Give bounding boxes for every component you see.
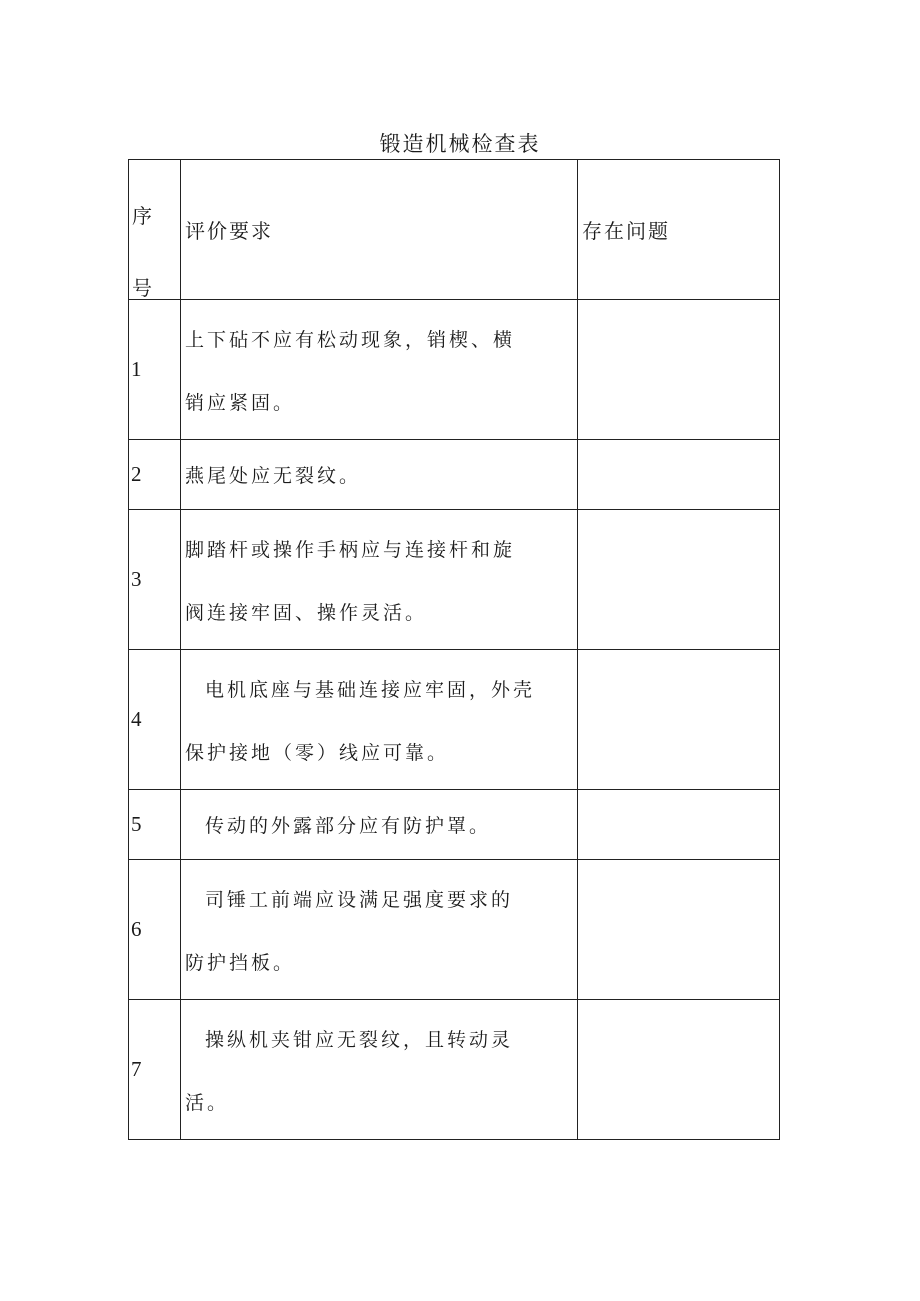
table-row: [129, 300, 780, 440]
requirement-line: 活。: [185, 1091, 230, 1114]
header-serial-line1: 序: [132, 204, 152, 228]
row-number: 1: [129, 300, 181, 440]
row-issue-cell[interactable]: [578, 1000, 780, 1140]
row-number: 5: [129, 790, 181, 860]
requirement-line: 销应紧固。: [185, 391, 296, 414]
requirement-line: 防护挡板。: [185, 951, 296, 974]
row-issue-cell[interactable]: [578, 650, 780, 790]
table-row: [129, 860, 780, 1000]
requirement-line: 燕尾处应无裂纹。: [185, 465, 362, 487]
row-requirement: [181, 790, 578, 860]
row-number: 2: [129, 440, 181, 510]
row-issue-cell[interactable]: [578, 440, 780, 510]
table-row: [129, 1000, 780, 1140]
row-requirement: [181, 650, 578, 790]
table-row: [129, 510, 780, 650]
table-row: [129, 790, 780, 860]
row-requirement: [181, 440, 578, 510]
requirement-line: 操纵机夹钳应无裂纹，且转动灵: [205, 1028, 514, 1051]
row-issue-cell[interactable]: [578, 300, 780, 440]
requirement-line: 脚踏杆或操作手柄应与连接杆和旋: [185, 538, 516, 561]
row-requirement: [181, 510, 578, 650]
requirement-line: 电机底座与基础连接应牢固，外壳: [205, 678, 536, 701]
row-number: 3: [129, 510, 181, 650]
row-issue-cell[interactable]: [578, 860, 780, 1000]
requirement-line: 上下砧不应有松动现象，销楔、横: [185, 328, 516, 351]
header-issue: 存在问题: [578, 160, 780, 300]
row-number: 7: [129, 1000, 181, 1140]
requirement-line: 阀连接牢固、操作灵活。: [185, 601, 428, 624]
page-title: 锻造机械检查表: [379, 132, 541, 156]
inspection-table: [128, 159, 780, 1140]
table-header-row: [129, 160, 780, 300]
table-row: [129, 650, 780, 790]
header-serial-number: [129, 160, 181, 300]
row-issue-cell[interactable]: [578, 510, 780, 650]
header-requirement: 评价要求: [181, 160, 578, 300]
row-issue-cell[interactable]: [578, 790, 780, 860]
requirement-line: 传动的外露部分应有防护罩。: [205, 815, 492, 837]
row-number: 6: [129, 860, 181, 1000]
table-row: [129, 440, 780, 510]
row-number: 4: [129, 650, 181, 790]
requirement-line: 司锤工前端应设满足强度要求的: [205, 888, 514, 911]
row-requirement: [181, 300, 578, 440]
requirement-line: 保护接地（零）线应可靠。: [185, 741, 450, 764]
header-serial-line2: 号: [132, 276, 152, 298]
row-requirement: [181, 860, 578, 1000]
row-requirement: [181, 1000, 578, 1140]
